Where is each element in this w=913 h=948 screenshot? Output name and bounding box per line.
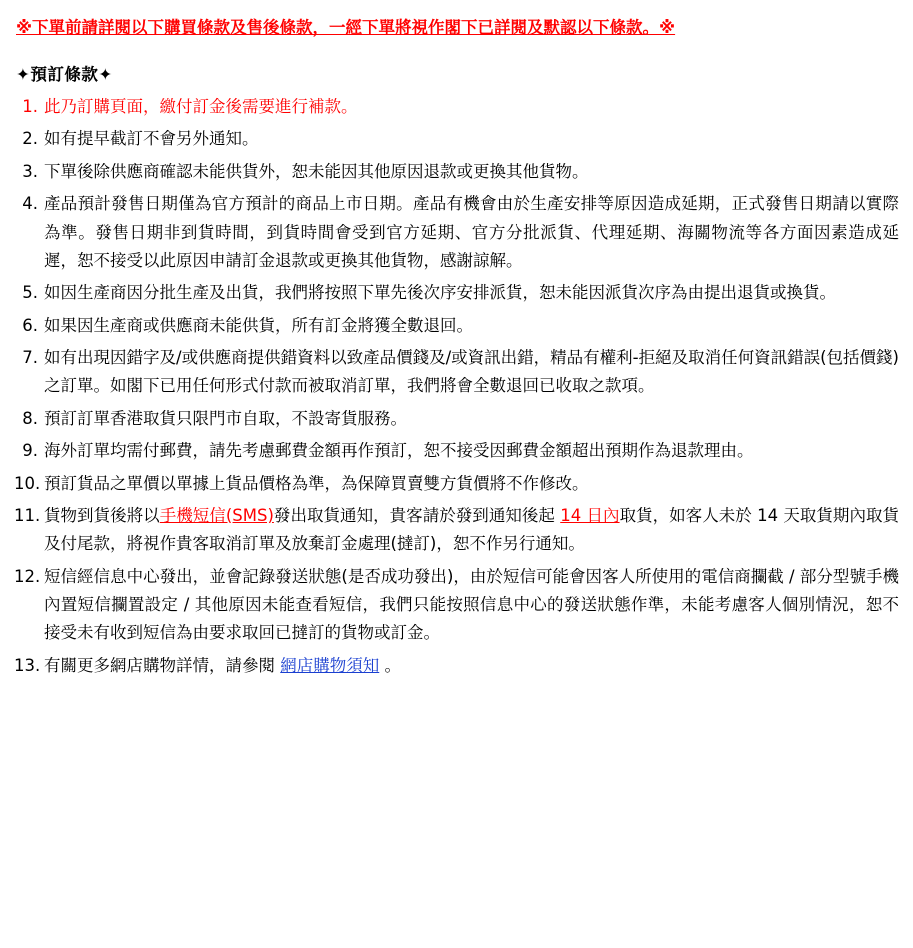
text-run: 有關更多網店購物詳情，請參閱	[44, 655, 281, 675]
shopping-guide-link[interactable]: 網店購物須知	[280, 655, 380, 675]
list-item-number: 10.	[14, 473, 41, 493]
list-item-text: 如果因生產商或供應商未能供貨，所有訂金將獲全數退回。	[44, 315, 473, 335]
list-item-number: 5.	[22, 283, 38, 303]
list-item-number: 7.	[22, 348, 38, 368]
list-item-number: 8.	[22, 408, 38, 428]
list-item	[14, 405, 899, 433]
list-item-number: 2.	[22, 129, 38, 149]
list-item	[14, 437, 899, 465]
list-item-text: 下單後除供應商確認未能供貨外，恕未能因其他原因退款或更換其他貨物。	[44, 161, 589, 181]
text-run: 取貨，如客人未於 14 天取貨期內取貨及付尾款，將視作貴客取消訂單及放棄訂金處理(撻訂)，恕不作另行通知。	[44, 505, 900, 554]
list-item-number: 4.	[22, 194, 38, 214]
list-item-number: 12.	[14, 566, 41, 586]
emphasis-text: 14 日內	[560, 505, 620, 525]
list-item-text: 此乃訂購頁面，繳付訂金後需要進行補款。	[44, 97, 358, 117]
list-item-number: 1.	[22, 97, 38, 117]
list-item	[14, 158, 899, 186]
list-item-text: 產品預計發售日期僅為官方預計的商品上市日期。產品有機會由於生產安排等原因造成延期，正式發售日期請以實際為準。發售日期非到貨時間，到貨時間會受到官方延期、官方分批派貨、代理延期、海關物流等各方面因素造成延遲，恕不接受以此原因申請訂金退款或更換其他貨物，感謝諒解。	[44, 194, 899, 270]
list-item-text: 預訂訂單香港取貨只限門市自取，不設寄貨服務。	[44, 408, 407, 428]
text-run: 發出取貨通知，貴客請於發到通知後起	[273, 505, 561, 525]
list-item-text: 如因生產商因分批生產及出貨，我們將按照下單先後次序安排派貨，恕未能因派貨次序為由提出退貨或換貨。	[44, 283, 836, 303]
text-run: 。	[379, 655, 401, 675]
list-item	[14, 190, 899, 275]
list-item-number: 9.	[22, 441, 38, 461]
list-item	[14, 470, 899, 498]
list-item	[14, 502, 899, 559]
list-item-text: 如有提早截訂不會另外通知。	[44, 129, 259, 149]
list-item-text: 預訂貨品之單價以單據上貨品價格為準，為保障買賣雙方貨價將不作修改。	[44, 473, 589, 493]
list-item	[14, 344, 899, 401]
list-item	[14, 652, 899, 680]
list-item-text: 海外訂單均需付郵費，請先考慮郵費金額再作預訂，恕不接受因郵費金額超出預期作為退款理由。	[44, 441, 754, 461]
list-item-number: 3.	[22, 161, 38, 181]
list-item	[14, 563, 899, 648]
list-item-rich-text	[44, 652, 899, 680]
list-item	[14, 312, 899, 340]
list-item	[14, 125, 899, 153]
text-run: 貨物到貨後將以	[44, 505, 160, 525]
list-item	[14, 93, 899, 121]
list-item-number: 6.	[22, 315, 38, 335]
list-item	[14, 279, 899, 307]
list-item-number: 11.	[14, 505, 41, 525]
terms-list	[14, 93, 899, 680]
emphasis-text: 手機短信(SMS)	[159, 505, 274, 525]
section-title: ✦預訂條款✦	[16, 65, 113, 85]
top-notice: ※下單前請詳閱以下購買條款及售後條款，一經下單將視作閣下已詳閱及默認以下條款。※	[16, 18, 676, 37]
list-item-text: 如有出現因錯字及/或供應商提供錯資料以致產品價錢及/或資訊出錯，精品有權利-拒絕及取消任何資訊錯誤(包括價錢) 之訂單。如閣下已用任何形式付款而被取消訂單，我們將會全數退回已收取之款項。	[44, 348, 899, 396]
list-item-text: 短信經信息中心發出，並會記錄發送狀態(是否成功發出)，由於短信可能會因客人所使用的電信商攔截 / 部分型號手機內置短信攔置設定 / 其他原因未能查看短信，我們只能按照信息中心的發送狀態作準，未能考慮客人個別情況，恕不接受未有收到短信為由要求取回已撻訂的貨物或訂金。	[44, 566, 899, 643]
list-item-rich-text	[44, 502, 899, 559]
list-item-number: 13.	[14, 655, 41, 675]
